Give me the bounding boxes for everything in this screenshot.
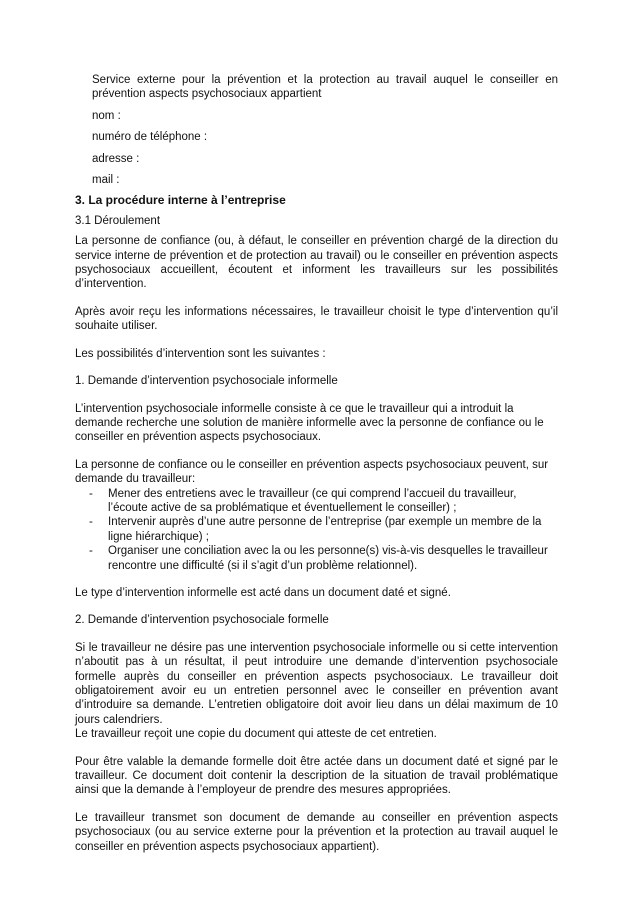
contact-field-phone — [92, 130, 558, 144]
paragraph: Pour être valable la demande formelle doit être actée dans un document daté et signé par le travailleur. Ce document doit contenir la description de la situation de travail problématique ainsi que la demande à l’employeur de prendre des mesures appropriées. — [75, 755, 558, 797]
external-service-intro: Service externe pour la prévention et la protection au travail auquel le conseiller en prévention aspects psychosociaux appartient — [92, 74, 558, 101]
paragraph: L’intervention psychosociale informelle consiste à ce que le travailleur qui a introduit la demande recherche une solution de manière informelle avec la personne de confiance ou le conseiller en prévention aspects psychosociaux. — [75, 402, 544, 444]
list-item — [75, 515, 558, 544]
contact-field-name — [92, 109, 558, 123]
dash-bullet: - — [89, 487, 93, 500]
paragraph: La personne de confiance (ou, à défaut, le conseiller en prévention chargé de la direction du service interne de prévention et de protection au travail) ou le conseiller en prévention aspects psychosociaux accueillent, écoutent et informent les travailleurs sur les possibilités d’intervention. — [75, 235, 558, 291]
contact-field-address — [92, 152, 558, 166]
list-item-text: Organiser une conciliation avec la ou les personne(s) vis-à-vis desquelles le travailleur rencontre une difficulté (si il s’agit d’un problème relationnel). — [108, 545, 548, 572]
subsection-heading: 3.1 Déroulement — [75, 214, 161, 227]
contact-field-label: adresse : — [92, 152, 140, 165]
contact-field-label: mail : — [92, 174, 120, 187]
formal-request-title: 2. Demande d’intervention psychosociale formelle — [75, 614, 329, 627]
paragraph: Le travailleur reçoit une copie du document qui atteste de cet entretien. — [75, 728, 437, 741]
list-item — [75, 487, 558, 516]
informal-request-title: 1. Demande d’intervention psychosociale informelle — [75, 375, 338, 388]
section-heading: 3. La procédure interne à l’entreprise — [75, 193, 286, 208]
paragraph: Le type d’intervention informelle est acté dans un document daté et signé. — [75, 586, 451, 599]
dash-bullet: - — [89, 545, 93, 558]
external-service-contact-block — [92, 73, 558, 187]
list-item — [75, 544, 558, 573]
paragraph: Les possibilités d’intervention sont les suivantes : — [75, 347, 326, 360]
paragraph: La personne de confiance ou le conseiller en prévention aspects psychosociaux peuvent, sur demande du travailleur: — [75, 458, 549, 486]
intervention-options-list — [75, 487, 558, 573]
paragraph: Le travailleur transmet son document de demande au conseiller en prévention aspects psychosociaux (ou au service externe pour la prévention et la protection au travail auquel le conseiller en prévention aspects psychosociaux appartient). — [75, 811, 558, 853]
paragraph: Si le travailleur ne désire pas une intervention psychosociale informelle ou si cette intervention n’aboutit pas à un résultat, il peut introduire une demande d’intervention psychosociale formelle auprès du conseiller en prévention aspects psychosociaux. Le travailleur doit obligatoirement avoir eu un entretien personnel avec le conseiller en prévention avant d’introduire sa demande. L’entretien obligatoire doit avoir lieu dans un délai maximum de 10 jours calendriers. — [75, 641, 558, 726]
list-item-text: Intervenir auprès d’une autre personne de l’entreprise (par exemple un membre de la ligne hiérarchique) ; — [108, 516, 542, 543]
contact-field-mail — [92, 173, 558, 187]
paragraph: Après avoir reçu les informations nécessaires, le travailleur choisit le type d’intervention qu’il souhaite utiliser. — [75, 305, 558, 333]
contact-field-label: numéro de téléphone : — [92, 131, 208, 144]
list-item-text: Mener des entretiens avec le travailleur (ce qui comprend l’accueil du travailleur, l’écoute active de sa problématique et éventuellement le conseiller) ; — [108, 487, 517, 514]
dash-bullet: - — [89, 516, 93, 529]
contact-field-label: nom : — [92, 109, 121, 122]
